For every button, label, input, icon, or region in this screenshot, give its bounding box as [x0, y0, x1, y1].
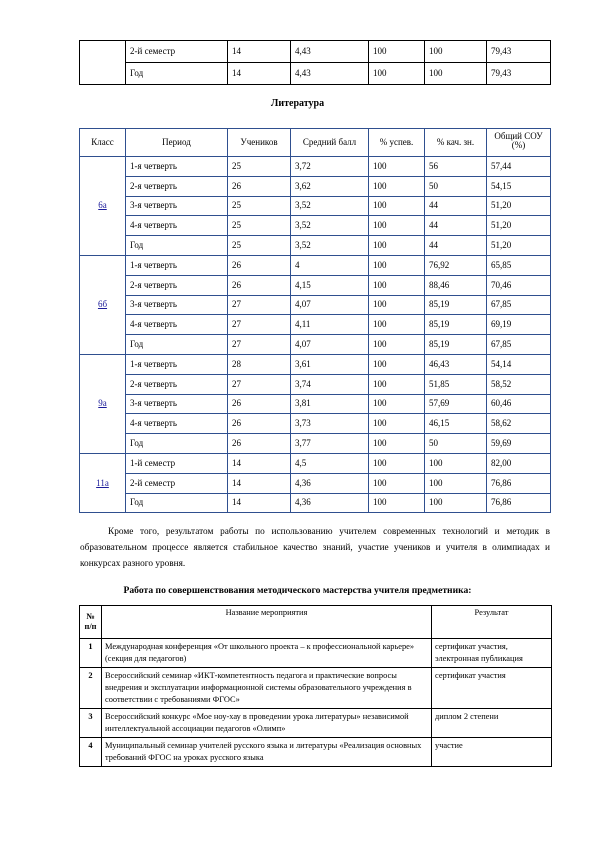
- total-cell: 58,62: [487, 414, 551, 434]
- quality-cell: 57,69: [425, 394, 487, 414]
- avg-cell: 3,61: [291, 354, 369, 374]
- period-cell: Год: [126, 493, 228, 513]
- result-cell: участие: [432, 738, 552, 767]
- students-cell: 26: [228, 434, 291, 454]
- table-row: [80, 394, 551, 414]
- success-cell: 100: [369, 275, 425, 295]
- total-cell: 67,85: [487, 335, 551, 355]
- quality-cell: 44: [425, 196, 487, 216]
- table-row: [80, 176, 551, 196]
- quality-cell: 44: [425, 216, 487, 236]
- period-cell: Год: [126, 63, 228, 85]
- table-row: [80, 255, 551, 275]
- event-cell: Всероссийский семинар «ИКТ-компетентность педагога и практические вопросы внедрения и эксплуатации информационной системы образовательного учреждения в соответствии с требованиями ФГОС»: [102, 668, 432, 709]
- event-cell: Международная конференция «От школьного проекта – к профессиональной карьере» (секция для педагогов): [102, 639, 432, 668]
- header-avg: Средний балл: [291, 129, 369, 157]
- success-cell: 100: [369, 63, 425, 85]
- avg-cell: 3,81: [291, 394, 369, 414]
- avg-cell: 4,07: [291, 295, 369, 315]
- total-cell: 51,20: [487, 216, 551, 236]
- table-row: [80, 434, 551, 454]
- table-row: [80, 335, 551, 355]
- activities-table: [79, 605, 552, 767]
- header-students: Учеников: [228, 129, 291, 157]
- table-row: [80, 414, 551, 434]
- total-cell: 54,15: [487, 176, 551, 196]
- table-row: [80, 275, 551, 295]
- header-success: % успев.: [369, 129, 425, 157]
- period-cell: 1-й семестр: [126, 453, 228, 473]
- avg-cell: 4: [291, 255, 369, 275]
- avg-cell: 4,36: [291, 473, 369, 493]
- table-header-row: [80, 129, 551, 157]
- students-cell: 25: [228, 157, 291, 177]
- table-row: [80, 354, 551, 374]
- class-cell: 6а: [80, 157, 126, 256]
- class-cell: 9а: [80, 354, 126, 453]
- period-cell: 2-я четверть: [126, 176, 228, 196]
- success-cell: 100: [369, 236, 425, 256]
- students-cell: 26: [228, 176, 291, 196]
- period-cell: 2-й семестр: [126, 41, 228, 63]
- period-cell: 4-я четверть: [126, 315, 228, 335]
- avg-cell: 3,52: [291, 196, 369, 216]
- table-row: [80, 236, 551, 256]
- result-cell: диплом 2 степени: [432, 709, 552, 738]
- avg-cell: 4,43: [291, 63, 369, 85]
- avg-cell: 4,11: [291, 315, 369, 335]
- header-period: Период: [126, 129, 228, 157]
- students-cell: 26: [228, 394, 291, 414]
- table-row: [80, 709, 552, 738]
- period-cell: 3-я четверть: [126, 196, 228, 216]
- period-cell: 2-я четверть: [126, 275, 228, 295]
- table-row: [80, 157, 551, 177]
- students-cell: 14: [228, 63, 291, 85]
- table-row: [80, 453, 551, 473]
- summary-paragraph: Кроме того, результатом работы по использованию учителем современных технологий и методик в образовательном процессе является стабильное качество знаний, участие учеников и учителя в олимпиадах и конкурсах разного уровня.: [80, 527, 550, 569]
- quality-cell: 85,19: [425, 315, 487, 335]
- header-result: Результат: [432, 606, 552, 639]
- total-cell: 79,43: [487, 63, 551, 85]
- activities-title: Работа по совершенствования методического мастерства учителя предметника:: [123, 585, 472, 596]
- students-cell: 25: [228, 216, 291, 236]
- table-row: [80, 668, 552, 709]
- students-cell: 14: [228, 41, 291, 63]
- total-cell: 51,20: [487, 196, 551, 216]
- period-cell: 3-я четверть: [126, 295, 228, 315]
- avg-cell: 3,52: [291, 216, 369, 236]
- students-cell: 27: [228, 374, 291, 394]
- quality-cell: 100: [425, 63, 487, 85]
- quality-cell: 85,19: [425, 335, 487, 355]
- quality-cell: 44: [425, 236, 487, 256]
- success-cell: 100: [369, 335, 425, 355]
- header-class: Класс: [80, 129, 126, 157]
- total-cell: 79,43: [487, 41, 551, 63]
- table-row: [80, 41, 551, 63]
- period-cell: 2-й семестр: [126, 473, 228, 493]
- success-cell: 100: [369, 216, 425, 236]
- students-cell: 26: [228, 414, 291, 434]
- total-cell: 58,52: [487, 374, 551, 394]
- total-cell: 54,14: [487, 354, 551, 374]
- total-cell: 67,85: [487, 295, 551, 315]
- quality-cell: 76,92: [425, 255, 487, 275]
- literature-table: [79, 128, 551, 513]
- period-cell: 4-я четверть: [126, 414, 228, 434]
- period-cell: 1-я четверть: [126, 255, 228, 275]
- total-cell: 59,69: [487, 434, 551, 454]
- table-row: [80, 295, 551, 315]
- success-cell: 100: [369, 315, 425, 335]
- top-continuation-table: [79, 40, 551, 85]
- quality-cell: 56: [425, 157, 487, 177]
- period-cell: 1-я четверть: [126, 157, 228, 177]
- total-cell: 82,00: [487, 453, 551, 473]
- period-cell: 1-я четверть: [126, 354, 228, 374]
- quality-cell: 88,46: [425, 275, 487, 295]
- event-cell: Муниципальный семинар учителей русского языка и литературы «Реализация основных требований ФГОС на уроках русского языка: [102, 738, 432, 767]
- success-cell: 100: [369, 473, 425, 493]
- table-row: [80, 738, 552, 767]
- event-cell: Всероссийский конкурс «Мое ноу-хау в проведении урока литературы» независимой интеллектуальной ассоциации педагогов «Олимп»: [102, 709, 432, 738]
- success-cell: 100: [369, 394, 425, 414]
- students-cell: 27: [228, 315, 291, 335]
- quality-cell: 100: [425, 493, 487, 513]
- literature-title: Литература: [270, 98, 325, 109]
- total-cell: 69,19: [487, 315, 551, 335]
- total-cell: 65,85: [487, 255, 551, 275]
- total-cell: 76,86: [487, 493, 551, 513]
- quality-cell: 50: [425, 434, 487, 454]
- num-cell: 4: [80, 738, 102, 767]
- success-cell: 100: [369, 196, 425, 216]
- avg-cell: 4,15: [291, 275, 369, 295]
- class-cell: 11а: [80, 453, 126, 512]
- class-cell: [80, 41, 126, 85]
- table-header-row: [80, 606, 552, 639]
- success-cell: 100: [369, 41, 425, 63]
- header-event: Название мероприятия: [102, 606, 432, 639]
- success-cell: 100: [369, 434, 425, 454]
- quality-cell: 100: [425, 453, 487, 473]
- period-cell: Год: [126, 434, 228, 454]
- table-row: [80, 196, 551, 216]
- table-row: [80, 639, 552, 668]
- total-cell: 70,46: [487, 275, 551, 295]
- period-cell: 3-я четверть: [126, 394, 228, 414]
- quality-cell: 85,19: [425, 295, 487, 315]
- students-cell: 28: [228, 354, 291, 374]
- header-num: № п/п: [80, 606, 102, 639]
- success-cell: 100: [369, 295, 425, 315]
- total-cell: 51,20: [487, 236, 551, 256]
- total-cell: 60,46: [487, 394, 551, 414]
- students-cell: 25: [228, 196, 291, 216]
- avg-cell: 3,74: [291, 374, 369, 394]
- header-total: Общий СОУ (%): [487, 129, 551, 157]
- students-cell: 27: [228, 295, 291, 315]
- success-cell: 100: [369, 255, 425, 275]
- students-cell: 14: [228, 473, 291, 493]
- avg-cell: 3,77: [291, 434, 369, 454]
- period-cell: Год: [126, 236, 228, 256]
- table-row: [80, 473, 551, 493]
- quality-cell: 51,85: [425, 374, 487, 394]
- header-quality: % кач. зн.: [425, 129, 487, 157]
- quality-cell: 100: [425, 41, 487, 63]
- avg-cell: 4,36: [291, 493, 369, 513]
- avg-cell: 3,52: [291, 236, 369, 256]
- students-cell: 26: [228, 275, 291, 295]
- result-cell: сертификат участия: [432, 668, 552, 709]
- students-cell: 27: [228, 335, 291, 355]
- avg-cell: 3,72: [291, 157, 369, 177]
- table-row: [80, 216, 551, 236]
- success-cell: 100: [369, 354, 425, 374]
- avg-cell: 3,62: [291, 176, 369, 196]
- success-cell: 100: [369, 157, 425, 177]
- quality-cell: 50: [425, 176, 487, 196]
- avg-cell: 4,5: [291, 453, 369, 473]
- period-cell: Год: [126, 335, 228, 355]
- table-row: [80, 315, 551, 335]
- quality-cell: 46,43: [425, 354, 487, 374]
- period-cell: 4-я четверть: [126, 216, 228, 236]
- success-cell: 100: [369, 374, 425, 394]
- students-cell: 14: [228, 453, 291, 473]
- success-cell: 100: [369, 414, 425, 434]
- total-cell: 76,86: [487, 473, 551, 493]
- students-cell: 25: [228, 236, 291, 256]
- success-cell: 100: [369, 493, 425, 513]
- total-cell: 57,44: [487, 157, 551, 177]
- table-row: [80, 63, 551, 85]
- students-cell: 26: [228, 255, 291, 275]
- quality-cell: 46,15: [425, 414, 487, 434]
- avg-cell: 3,73: [291, 414, 369, 434]
- success-cell: 100: [369, 453, 425, 473]
- result-cell: сертификат участия, электронная публикация: [432, 639, 552, 668]
- avg-cell: 4,07: [291, 335, 369, 355]
- class-cell: 6б: [80, 255, 126, 354]
- num-cell: 2: [80, 668, 102, 709]
- students-cell: 14: [228, 493, 291, 513]
- quality-cell: 100: [425, 473, 487, 493]
- num-cell: 3: [80, 709, 102, 738]
- avg-cell: 4,43: [291, 41, 369, 63]
- success-cell: 100: [369, 176, 425, 196]
- period-cell: 2-я четверть: [126, 374, 228, 394]
- table-row: [80, 493, 551, 513]
- table-row: [80, 374, 551, 394]
- num-cell: 1: [80, 639, 102, 668]
